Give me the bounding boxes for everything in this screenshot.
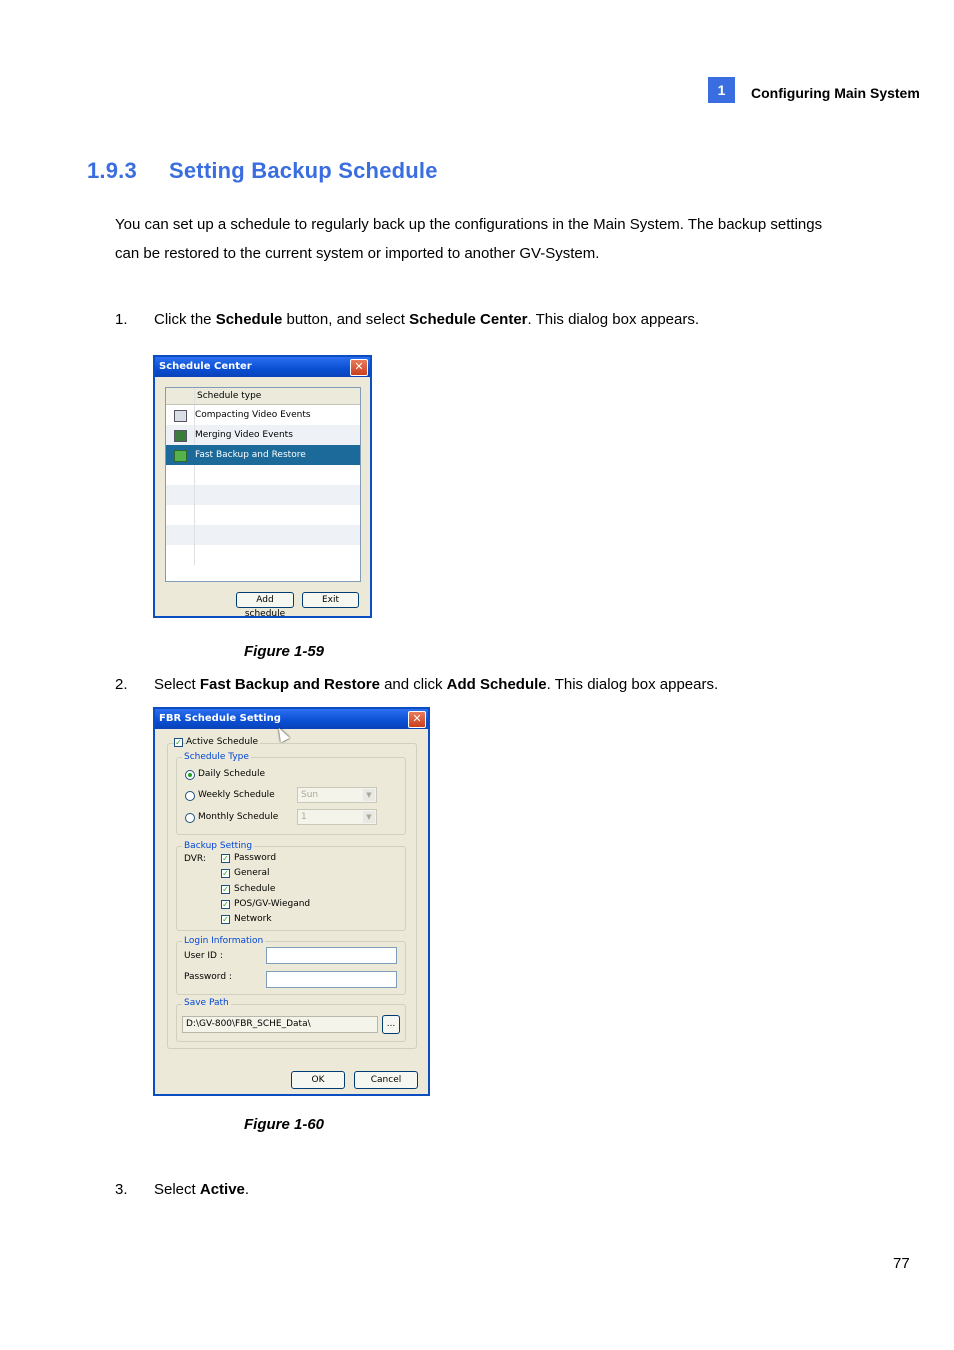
- merge-icon: [174, 430, 187, 442]
- weekly-radio[interactable]: [185, 791, 195, 801]
- general-checkbox[interactable]: ✓: [222, 869, 229, 878]
- exit-button[interactable]: Exit: [302, 592, 359, 608]
- option-label: Schedule: [234, 884, 276, 894]
- chevron-down-icon: ▼: [363, 811, 375, 823]
- user-id-input[interactable]: [266, 947, 397, 964]
- option-label: Password: [234, 853, 277, 863]
- step-number: 1.: [115, 311, 128, 328]
- close-icon[interactable]: ✕: [350, 359, 368, 376]
- step-number: 2.: [115, 676, 128, 693]
- compact-icon: [174, 410, 187, 422]
- chevron-down-icon: ▼: [363, 789, 375, 801]
- list-item-selected[interactable]: Fast Backup and Restore: [166, 445, 360, 465]
- login-info-label: Login Information: [184, 936, 264, 946]
- weekly-label: Weekly Schedule: [198, 790, 275, 800]
- monthly-day-select[interactable]: 1 ▼: [297, 809, 377, 825]
- close-icon[interactable]: ✕: [408, 711, 426, 728]
- save-path-input[interactable]: D:\GV-800\FBR_SCHE_Data\: [182, 1016, 378, 1033]
- user-id-label: User ID :: [184, 951, 223, 961]
- add-schedule-button[interactable]: Add schedule: [236, 592, 294, 608]
- dialog-title: FBR Schedule Setting: [155, 709, 428, 729]
- option-label: Network: [234, 914, 272, 924]
- dvr-label: DVR:: [184, 854, 206, 864]
- backup-setting-label: Backup Setting: [184, 841, 253, 851]
- backup-icon: [174, 450, 187, 462]
- fbr-schedule-dialog: [153, 707, 430, 1096]
- schedule-checkbox[interactable]: ✓: [222, 885, 229, 894]
- daily-radio[interactable]: [185, 770, 195, 780]
- monthly-radio[interactable]: [185, 813, 195, 823]
- step-text: Select Fast Backup and Restore and click Add Schedule. This dialog box appears.: [154, 676, 719, 693]
- cancel-button[interactable]: Cancel: [354, 1071, 418, 1089]
- list-item[interactable]: Compacting Video Events: [166, 405, 360, 425]
- active-schedule-checkbox[interactable]: ✓: [175, 738, 182, 747]
- password-input[interactable]: [266, 971, 397, 988]
- active-schedule-label: Active Schedule: [186, 737, 259, 747]
- password-label: Password :: [184, 972, 232, 982]
- chapter-title: Configuring Main System: [751, 85, 920, 101]
- password-checkbox[interactable]: ✓: [222, 854, 229, 863]
- dialog-title: Schedule Center: [155, 357, 370, 377]
- figure-caption: Figure 1-59: [244, 643, 325, 660]
- schedule-center-dialog: [153, 355, 372, 618]
- step-text: Select Active.: [154, 1181, 250, 1198]
- section-title: [87, 158, 438, 184]
- save-path-label: Save Path: [184, 998, 229, 1008]
- network-checkbox[interactable]: ✓: [222, 915, 229, 924]
- daily-label: Daily Schedule: [198, 769, 265, 779]
- backup-setting-group: [176, 846, 406, 931]
- option-label: POS/GV-Wiegand: [234, 899, 311, 909]
- section-heading: Setting Backup Schedule: [169, 158, 438, 183]
- option-label: General: [234, 868, 270, 878]
- monthly-label: Monthly Schedule: [198, 812, 279, 822]
- page-number: 77: [893, 1255, 910, 1272]
- step-text: Click the Schedule button, and select Schedule Center. This dialog box appears.: [154, 311, 700, 328]
- pos-wiegand-checkbox[interactable]: ✓: [222, 900, 229, 909]
- ok-button[interactable]: OK: [291, 1071, 345, 1089]
- step-number: 3.: [115, 1181, 128, 1198]
- schedule-type-list[interactable]: [165, 387, 361, 582]
- section-number: 1.9.3: [87, 158, 137, 183]
- chapter-badge: 1: [708, 77, 735, 103]
- intro-paragraph: You can set up a schedule to regularly back up the configurations in the Main System. The backup settings can be restored to the current system or imported to another GV-System.: [115, 216, 823, 262]
- schedule-type-label: Schedule Type: [184, 752, 249, 762]
- weekly-day-select[interactable]: Sun ▼: [297, 787, 377, 803]
- figure-caption: Figure 1-60: [244, 1116, 325, 1133]
- list-column-header: Schedule type: [166, 388, 360, 405]
- browse-button[interactable]: ...: [382, 1015, 400, 1034]
- list-item[interactable]: Merging Video Events: [166, 425, 360, 445]
